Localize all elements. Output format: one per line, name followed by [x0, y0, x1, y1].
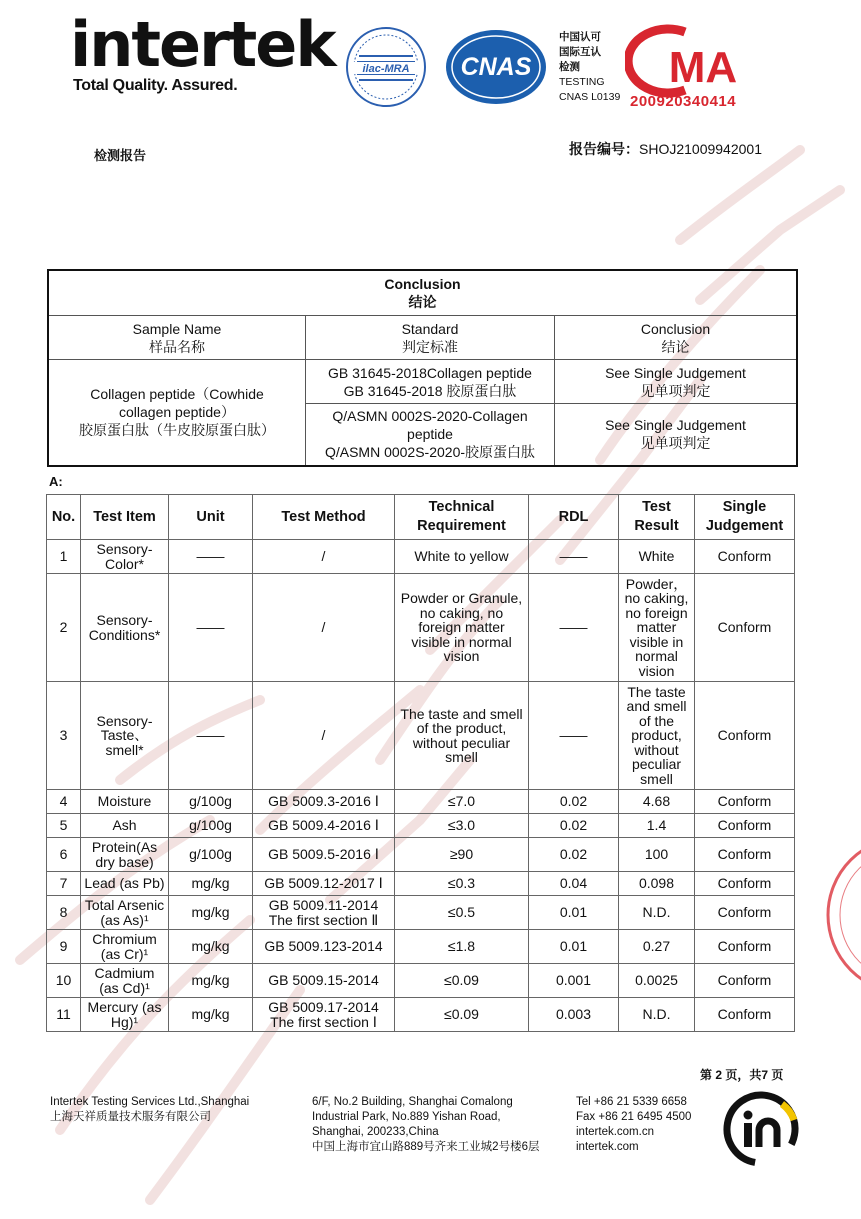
- intertek-in-icon: [722, 1090, 800, 1168]
- cell-test-method: GB 5009.15-2014: [253, 964, 395, 998]
- cell-technical-requirement: ≤7.0: [395, 790, 529, 814]
- cell-no: 9: [47, 930, 81, 964]
- cell-unit: g/100g: [169, 814, 253, 838]
- cell-test-method: GB 5009.17-2014 The first section Ⅰ: [253, 998, 395, 1032]
- cell-single-judgement: Conform: [695, 930, 795, 964]
- cell-test-item: Moisture: [81, 790, 169, 814]
- cell-test-result: 4.68: [619, 790, 695, 814]
- conclusion-table: [47, 269, 798, 467]
- cell-test-item: Protein(As dry base): [81, 838, 169, 872]
- cell-rdl: 0.02: [529, 814, 619, 838]
- cell-no: 10: [47, 964, 81, 998]
- cell-no: 3: [47, 682, 81, 790]
- cell-no: 2: [47, 574, 81, 682]
- cell-test-item: Lead (as Pb): [81, 872, 169, 896]
- table-row: [47, 814, 795, 838]
- document-type: 检测报告: [94, 148, 147, 163]
- conclusion-1: See Single Judgement 见单项判定: [555, 360, 798, 404]
- cell-unit: g/100g: [169, 790, 253, 814]
- table-row: [47, 540, 795, 574]
- cell-unit: mg/kg: [169, 896, 253, 930]
- cell-test-item: Mercury (as Hg)¹: [81, 998, 169, 1032]
- cell-test-result: The taste and smell of the product, without peculiar smell: [619, 682, 695, 790]
- cell-single-judgement: Conform: [695, 998, 795, 1032]
- table-row: [47, 930, 795, 964]
- footer-contact: Tel +86 21 5339 6658 Fax +86 21 6495 4500 intertek.com.cn intertek.com: [576, 1096, 692, 1153]
- cell-technical-requirement: Powder or Granule, no caking, no foreign matter visible in normal vision: [395, 574, 529, 682]
- cnas-logo: [444, 28, 548, 106]
- table-row: [47, 964, 795, 998]
- cell-rdl: 0.01: [529, 896, 619, 930]
- sample-name: Collagen peptide（Cowhide collagen peptide） 胶原蛋白肽（牛皮胶原蛋白肽）: [48, 360, 306, 466]
- cell-test-item: Total Arsenic (as As)¹: [81, 896, 169, 930]
- table-header-row: [47, 495, 795, 540]
- cell-technical-requirement: ≤0.09: [395, 964, 529, 998]
- cell-technical-requirement: ≤1.8: [395, 930, 529, 964]
- cell-single-judgement: Conform: [695, 964, 795, 998]
- table-row: [47, 682, 795, 790]
- standard-2: Q/ASMN 0002S-2020-Collagen peptide Q/ASMN 0002S-2020-胶原蛋白肽: [306, 404, 555, 466]
- conclusion-2: See Single Judgement 见单项判定: [555, 404, 798, 466]
- seal-stamp: [824, 830, 861, 1000]
- cell-test-result: Powder，no caking, no foreign matter visible in normal vision: [619, 574, 695, 682]
- cell-test-result: 0.0025: [619, 964, 695, 998]
- cell-test-method: /: [253, 574, 395, 682]
- cell-test-item: Sensory-Color*: [81, 540, 169, 574]
- cell-test-result: N.D.: [619, 998, 695, 1032]
- cell-unit: ——: [169, 540, 253, 574]
- table-row: [47, 838, 795, 872]
- cell-no: 4: [47, 790, 81, 814]
- header-test-method: Test Method: [253, 495, 395, 540]
- cell-single-judgement: Conform: [695, 682, 795, 790]
- cell-test-result: 100: [619, 838, 695, 872]
- cell-technical-requirement: The taste and smell of the product, without peculiar smell: [395, 682, 529, 790]
- cnas-text: 中国认可 国际互认 检测 TESTING CNAS L0139: [559, 31, 621, 103]
- table-row: [47, 872, 795, 896]
- col-sample-header: Sample Name 样品名称: [48, 316, 306, 360]
- cell-single-judgement: Conform: [695, 540, 795, 574]
- page-number: 第 2 页，共7 页: [700, 1068, 784, 1082]
- cell-technical-requirement: White to yellow: [395, 540, 529, 574]
- cell-single-judgement: Conform: [695, 790, 795, 814]
- cell-rdl: 0.01: [529, 930, 619, 964]
- cell-test-item: Sensory-Taste、smell*: [81, 682, 169, 790]
- cell-test-method: /: [253, 682, 395, 790]
- footer-company: Intertek Testing Services Ltd.,Shanghai 上海天祥质量技术服务有限公司: [50, 1096, 250, 1123]
- cell-no: 5: [47, 814, 81, 838]
- cell-no: 11: [47, 998, 81, 1032]
- cma-number: 200920340414: [630, 93, 737, 110]
- results-table: [46, 494, 795, 1032]
- intertek-logo: intertek: [70, 8, 335, 81]
- cell-test-method: GB 5009.3-2016 Ⅰ: [253, 790, 395, 814]
- cell-test-item: Sensory-Conditions*: [81, 574, 169, 682]
- header-unit: Unit: [169, 495, 253, 540]
- cell-unit: ——: [169, 574, 253, 682]
- header-rdl: RDL: [529, 495, 619, 540]
- svg-text:MA: MA: [668, 43, 738, 92]
- svg-text:ilac-MRA: ilac-MRA: [362, 63, 410, 75]
- cell-no: 6: [47, 838, 81, 872]
- ilac-mra-logo: [345, 26, 427, 108]
- cell-rdl: 0.02: [529, 838, 619, 872]
- table-row: [47, 896, 795, 930]
- cell-unit: mg/kg: [169, 998, 253, 1032]
- cell-test-method: GB 5009.11-2014 The first section Ⅱ: [253, 896, 395, 930]
- cell-technical-requirement: ≥90: [395, 838, 529, 872]
- header-test-item: Test Item: [81, 495, 169, 540]
- header-test-result: Test Result: [619, 495, 695, 540]
- cell-rdl: 0.003: [529, 998, 619, 1032]
- cell-single-judgement: Conform: [695, 838, 795, 872]
- cell-technical-requirement: ≤0.3: [395, 872, 529, 896]
- footer-address: 6/F, No.2 Building, Shanghai Comalong Industrial Park, No.889 Yishan Road, Shanghai, 200233,China 中国上海市宜山路889号齐来工业城2号楼6层: [312, 1096, 540, 1153]
- cell-single-judgement: Conform: [695, 896, 795, 930]
- header-single-judgement: Single Judgement: [695, 495, 795, 540]
- cell-test-result: 1.4: [619, 814, 695, 838]
- table-row: [47, 998, 795, 1032]
- cell-no: 8: [47, 896, 81, 930]
- cell-single-judgement: Conform: [695, 814, 795, 838]
- cell-unit: mg/kg: [169, 964, 253, 998]
- cell-test-method: GB 5009.4-2016 Ⅰ: [253, 814, 395, 838]
- cell-test-result: 0.098: [619, 872, 695, 896]
- cell-rdl: ——: [529, 540, 619, 574]
- cell-test-result: N.D.: [619, 896, 695, 930]
- tagline: Total Quality. Assured.: [73, 77, 238, 94]
- cell-technical-requirement: ≤0.5: [395, 896, 529, 930]
- cell-rdl: 0.001: [529, 964, 619, 998]
- cell-single-judgement: Conform: [695, 574, 795, 682]
- conclusion-title: Conclusion 结论: [48, 270, 797, 316]
- report-number: 报告编号：SHOJ21009942001: [569, 141, 762, 157]
- cell-test-result: 0.27: [619, 930, 695, 964]
- svg-text:CNAS: CNAS: [460, 53, 532, 81]
- standard-1: GB 31645-2018Collagen peptide GB 31645-2018 胶原蛋白肽: [306, 360, 555, 404]
- header-technical-requirement: Technical Requirement: [395, 495, 529, 540]
- cell-test-item: Cadmium (as Cd)¹: [81, 964, 169, 998]
- cell-no: 1: [47, 540, 81, 574]
- cell-unit: mg/kg: [169, 872, 253, 896]
- cell-test-item: Chromium (as Cr)¹: [81, 930, 169, 964]
- cell-single-judgement: Conform: [695, 872, 795, 896]
- cell-test-method: GB 5009.12-2017 Ⅰ: [253, 872, 395, 896]
- table-row: [47, 790, 795, 814]
- cell-no: 7: [47, 872, 81, 896]
- cell-test-method: GB 5009.5-2016 Ⅰ: [253, 838, 395, 872]
- cell-rdl: 0.04: [529, 872, 619, 896]
- cell-unit: mg/kg: [169, 930, 253, 964]
- cell-unit: g/100g: [169, 838, 253, 872]
- cell-test-item: Ash: [81, 814, 169, 838]
- cell-technical-requirement: ≤0.09: [395, 998, 529, 1032]
- cell-rdl: ——: [529, 682, 619, 790]
- section-label: A:: [49, 474, 63, 489]
- col-conclusion-header: Conclusion 结论: [555, 316, 798, 360]
- cell-unit: ——: [169, 682, 253, 790]
- cell-test-result: White: [619, 540, 695, 574]
- cell-technical-requirement: ≤3.0: [395, 814, 529, 838]
- header-no: No.: [47, 495, 81, 540]
- cell-rdl: 0.02: [529, 790, 619, 814]
- cell-rdl: ——: [529, 574, 619, 682]
- col-standard-header: Standard 判定标准: [306, 316, 555, 360]
- table-row: [47, 574, 795, 682]
- cell-test-method: /: [253, 540, 395, 574]
- cell-test-method: GB 5009.123-2014: [253, 930, 395, 964]
